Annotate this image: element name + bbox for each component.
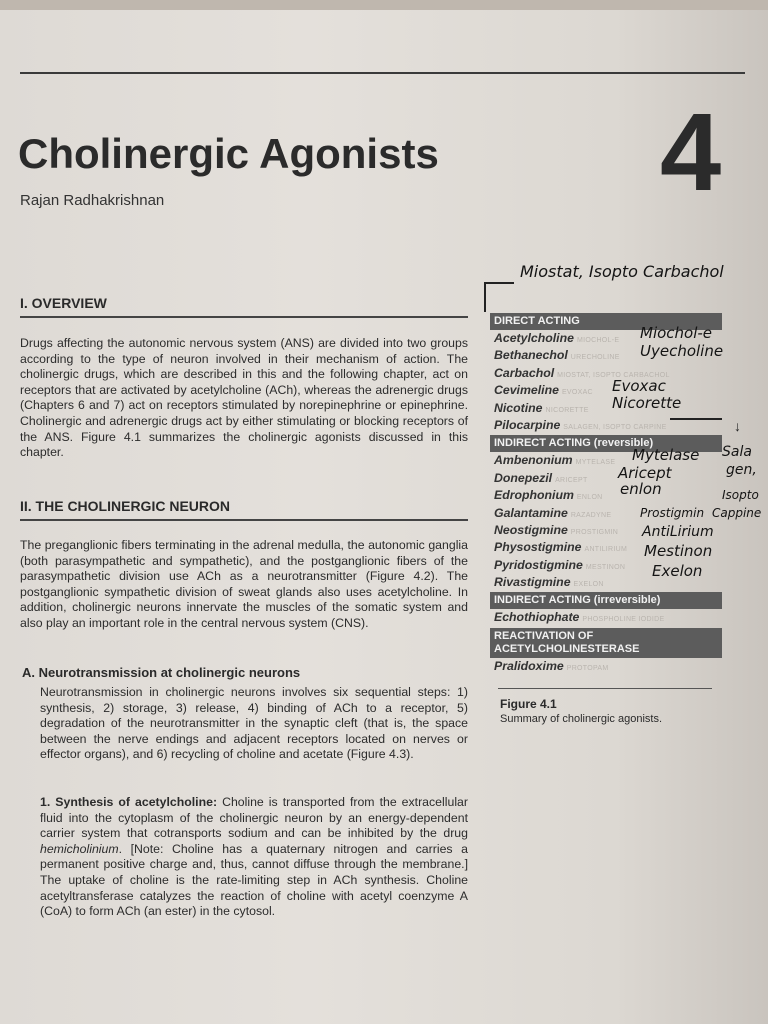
neurotransmission-subheading: A. Neurotransmission at cholinergic neurons [22,665,301,680]
drug-brand: NICORETTE [545,406,589,414]
handwritten-side-3: Isopto [722,488,759,502]
drug-row [490,658,722,675]
overview-paragraph: Drugs affecting the autonomic nervous system (ANS) are divided into two groups according to the type of neuron involved in their mechanism of action. The cholinergic drugs, which are described in this and the following chapter, act on receptors that are activated by acetylcholine (ACh), whereas the adrenergic drugs (Chapters 6 and 7) act on receptors stimulated by norepinephrine or epinephrine. Cholinergic and adrenergic drugs act by either stimulating or blocking receptors of the ANS. Figure 4.1 summarizes the cholinergic agonists discussed in this chapter. [20,336,468,460]
handwritten-note-5: Mytelase [632,446,700,464]
drug-name: Pralidoxime [494,658,564,673]
drug-brand: MIOSTAT, ISOPTO CARBACHOL [557,371,670,379]
drug-name: Carbachol [494,365,555,380]
chapter-title: Cholinergic Agonists [18,130,439,177]
drug-name: Acetylcholine [494,331,574,345]
figure-label: Figure 4.1 [500,697,557,711]
drug-brand: ENLON [576,494,603,502]
neurotransmission-paragraph: Neurotransmission in cholinergic neurons involves six sequential steps: 1) synthesis, 2) storage, 3) release, 4) binding of ACh to a receptor, 5) degradation of the neurotransmitter in the synaptic cleft (that is, the space between the nerve endings and adjacent receptors located on nerves or effector organs), and 6) recycling of choline and acetate (Figure 4.3). [40,685,468,762]
drug-name: Pilocarpine [494,417,561,432]
drug-brand: MESTINON [585,563,626,571]
drug-name: Physostigmine [494,540,582,555]
drug-row [490,470,722,487]
handwritten-note-1: Miochol-e [640,324,713,342]
drug-brand: PROTOPAM [566,664,609,672]
drug-name: Ambenonium [494,453,573,468]
drug-brand: ANTILIRIUM [584,546,628,554]
neuron-rule [20,519,468,521]
drug-name: Edrophonium [494,488,574,503]
drug-brand: SALAGEN, ISOPTO CARPINE [563,423,667,431]
figure-caption: Summary of cholinergic agonists. [500,713,663,725]
drug-name: Nicotine [494,400,543,415]
handwritten-arrow-head: ↓ [734,418,741,434]
handwritten-note-6: Aricept [618,464,672,482]
handwritten-side-1: Sala [722,444,752,460]
drug-row [490,382,722,399]
drug-name: Rivastigmine [494,575,571,590]
author-name: Rajan Radhakrishnan [20,192,165,209]
overview-heading: I. OVERVIEW [20,295,107,311]
figure-4-1-panel [490,312,722,675]
figure-rule [498,688,712,689]
neuron-heading: II. THE CHOLINERGIC NEURON [20,498,231,514]
chapter-number: 4 [660,91,722,214]
drug-class-band: INDIRECT ACTING (irreversible) [490,592,722,609]
neuron-paragraph: The preganglionic fibers terminating in the adrenal medulla, the autonomic ganglia (both parasympathetic and sympathetic), and the postganglionic fibers of the parasympathetic division use ACh as a neurotransmitter (Figure 4.2). The postganglionic sympathetic division of sweat glands also uses acetylcholine. In addition, cholinergic neurons innervate the muscles of the somatic system and also play an important role in the central nervous system (CNS). [20,538,468,630]
drug-row [490,400,722,417]
handwritten-note-9: AntiLirium [642,524,714,540]
synthesis-item [40,795,468,920]
drug-name: Donepezil [494,470,553,485]
handwritten-note-3: Evoxac [612,377,666,395]
drug-name: Pyridostigmine [494,557,583,572]
drug-name: Neostigmine [494,522,568,537]
handwritten-side-2: gen, [726,462,757,478]
handwritten-arrow-stem [484,282,486,312]
handwritten-side-4: Cappine [712,506,762,520]
handwritten-arrow-line [484,282,514,284]
drug-class-band: INDIRECT ACTING (reversible) [490,435,722,452]
drug-class-band: REACTIVATION OF ACETYLCHOLINESTERASE [490,628,722,658]
drug-brand: EVOXAC [561,389,593,397]
drug-name: Bethanechol [494,348,568,363]
drug-name: Cevimeline [494,383,559,398]
drug-row [490,487,722,504]
drug-row [490,609,722,626]
drug-brand: PHOSPHOLINE IODIDE [582,616,665,624]
drug-brand: MIOCHOL-E [576,337,620,344]
handwritten-arrow-right [670,418,722,420]
handwritten-note-2: Uyecholine [640,342,724,360]
handwritten-note-4: Nicorette [612,394,682,412]
overview-rule [20,316,468,318]
handwritten-note-top: Miostat, Isopto Carbachol [520,262,724,281]
drug-brand: MYTELASE [575,459,616,467]
synthesis-text-a: Choline is transported from the extracellular fluid into the cytoplasm of the cholinergic neuron by an energy-dependent carrier system that cotransports sodium and can be inhibited by the drug [40,795,468,841]
drug-brand: RAZADYNE [570,511,612,519]
drug-brand: PROSTIGMIN [570,528,619,536]
synthesis-italic-drug: hemicholinium [40,841,119,856]
drug-brand: ARICEPT [555,476,588,484]
drug-name: Galantamine [494,505,568,520]
handwritten-note-8: Prostigmin [640,506,705,520]
drug-class-band: DIRECT ACTING [490,313,722,330]
drug-brand: EXELON [573,581,604,589]
handwritten-note-7: enlon [620,480,662,498]
drug-brand: URECHOLINE [570,354,620,362]
synthesis-text-b: . [Note: Choline has a quaternary nitrogen and carries a permanent positive charge and, thus, cannot diffuse through the membrane.] The uptake of choline is the rate-limiting step in ACh synthesis. Choline acetyltransferase catalyzes the reaction of choline with acetyl coenzyme A (CoA) to form ACh (an ester) in the cytosol. [40,841,468,919]
handwritten-note-10: Mestinon [644,542,713,560]
drug-row [490,365,722,382]
header-rule [20,72,745,74]
synthesis-label: 1. Synthesis of acetylcholine: [40,795,218,809]
handwritten-note-11: Exelon [652,562,703,580]
drug-name: Echothiophate [494,610,580,625]
